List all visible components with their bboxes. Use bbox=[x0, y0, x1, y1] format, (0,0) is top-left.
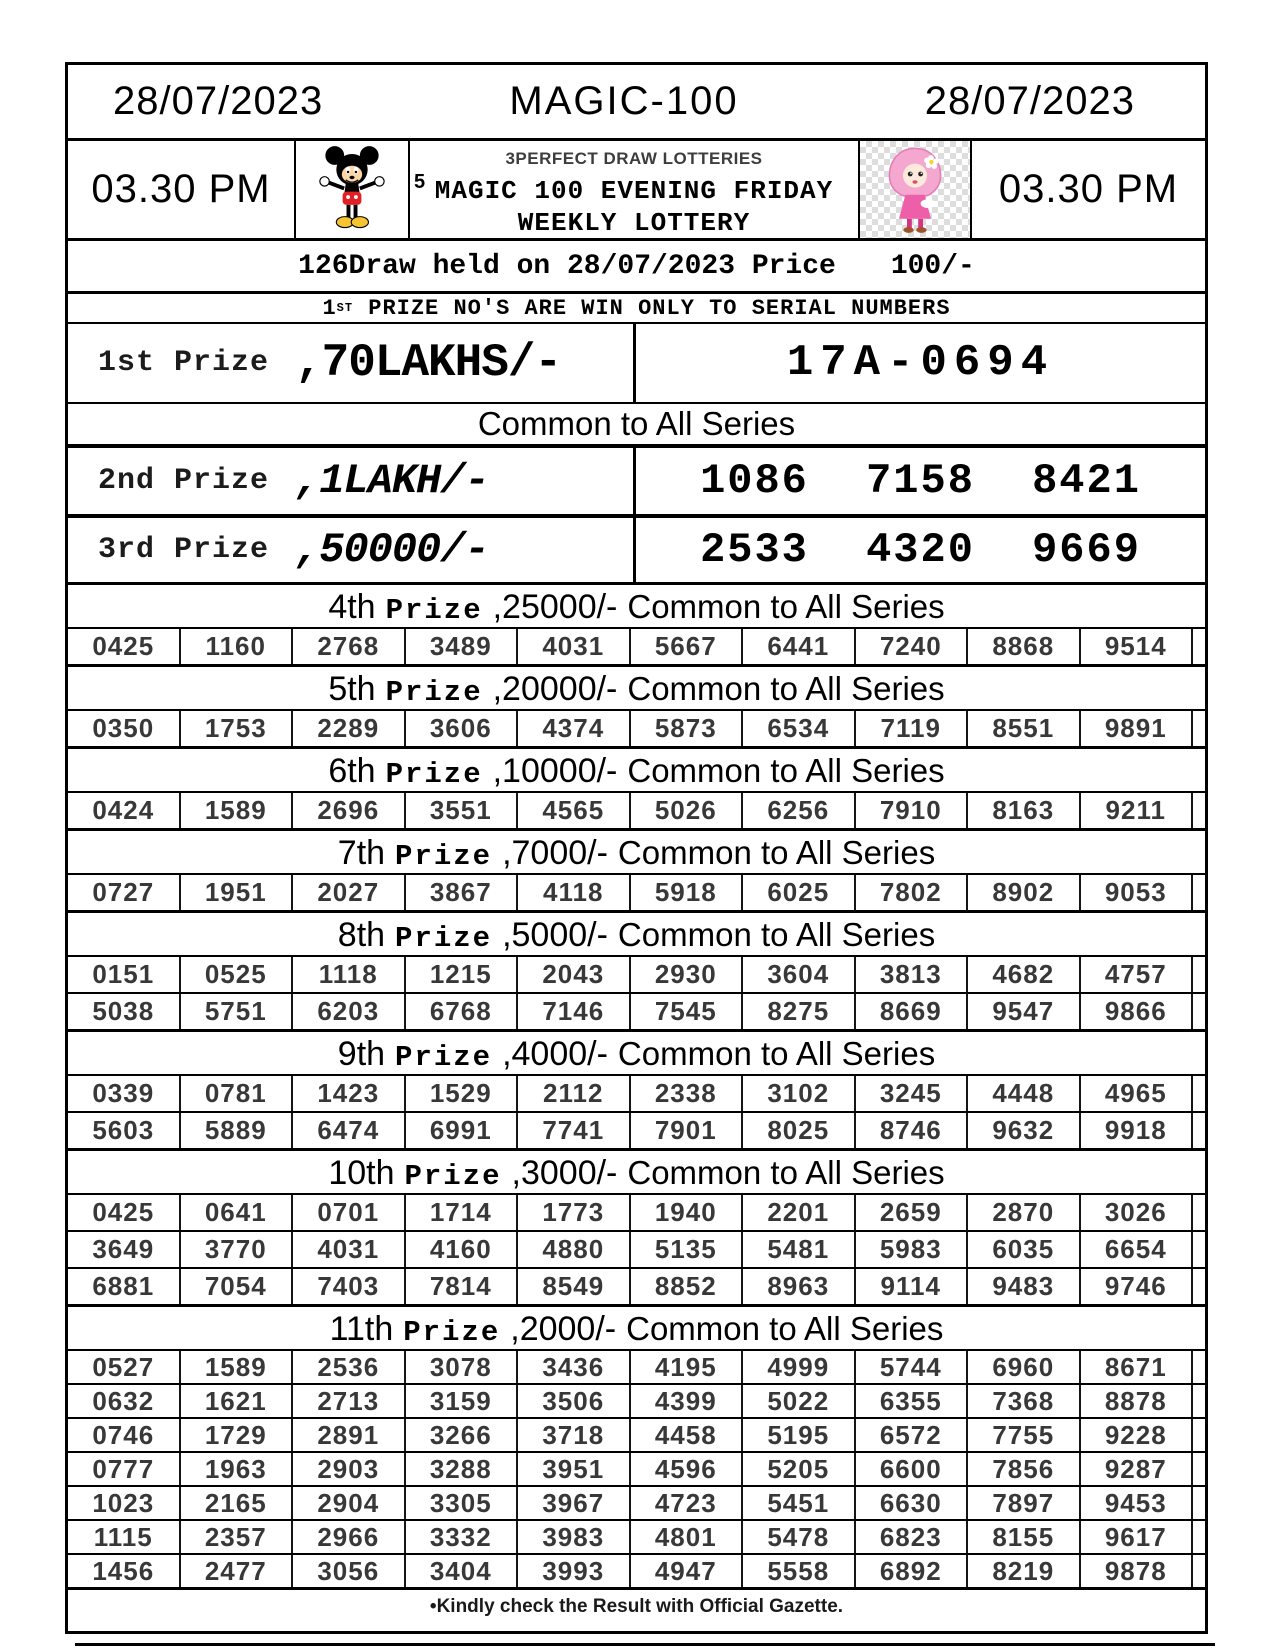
prize-number-cell: 2903 bbox=[293, 1453, 406, 1485]
third-prize-label-cell bbox=[68, 518, 636, 582]
prize-number-cell: 4947 bbox=[631, 1555, 744, 1587]
prize-number-cell: 3078 bbox=[406, 1351, 519, 1383]
prize-number-row bbox=[68, 791, 1205, 828]
prize-number-cell: 9547 bbox=[968, 994, 1081, 1029]
prize-number-cell: 0701 bbox=[293, 1195, 406, 1230]
prize-number-cell: 4118 bbox=[518, 875, 631, 910]
prize-common-note: Common to All Series bbox=[626, 1310, 944, 1347]
prize-number-cell: 5135 bbox=[631, 1232, 744, 1267]
prize-word: Prize bbox=[385, 676, 483, 709]
serial-note-text: PRIZE NO'S ARE WIN ONLY TO SERIAL NUMBERS bbox=[368, 295, 951, 321]
prize-number-cell: 6768 bbox=[406, 994, 519, 1029]
prize-number-cell: 1589 bbox=[181, 1351, 294, 1383]
prize-number-cell: 5667 bbox=[631, 629, 744, 664]
prize-section-header bbox=[68, 1029, 1205, 1074]
prize-section-header bbox=[68, 1148, 1205, 1193]
prize-number-cell: 0777 bbox=[68, 1453, 181, 1485]
prize-number-cell: 6441 bbox=[743, 629, 856, 664]
prize-section bbox=[68, 582, 1205, 664]
prize-section-header bbox=[68, 664, 1205, 709]
prize-number-cell: 4965 bbox=[1081, 1076, 1194, 1111]
prize-number-cell: 3951 bbox=[518, 1453, 631, 1485]
hijab-girl-drawing bbox=[865, 142, 965, 238]
prize-word: Prize bbox=[385, 758, 483, 791]
prize-number-cell: 4399 bbox=[631, 1385, 744, 1417]
prize-number-cell: 2043 bbox=[518, 957, 631, 992]
prize-rank: 4th bbox=[328, 588, 376, 626]
prize-rank: 11th bbox=[329, 1310, 394, 1348]
prize-number-cell: 3506 bbox=[518, 1385, 631, 1417]
prize-amount: ,2000/- bbox=[510, 1310, 617, 1348]
prize-number-row bbox=[68, 1267, 1205, 1304]
first-prize-number: 17A-0694 bbox=[786, 338, 1055, 388]
prize-number-cell: 4031 bbox=[293, 1232, 406, 1267]
draw-time-left: 03.30 PM bbox=[91, 167, 271, 211]
prize-number-cell: 9514 bbox=[1081, 629, 1194, 664]
prize-number-cell: 5603 bbox=[68, 1113, 181, 1148]
prize-number-cell: 4374 bbox=[518, 711, 631, 746]
prize-number-cell: 5918 bbox=[631, 875, 744, 910]
prize-number-cell: 7910 bbox=[856, 793, 969, 828]
prize-number-cell: 4723 bbox=[631, 1487, 744, 1519]
prize-number-cell: 0641 bbox=[181, 1195, 294, 1230]
prize-number-cell: 0781 bbox=[181, 1076, 294, 1111]
common-series-note: Common to All Series bbox=[68, 402, 1205, 444]
prize-number-cell: 6025 bbox=[743, 875, 856, 910]
prize-number-cell: 8163 bbox=[968, 793, 1081, 828]
prize-number-cell: 0525 bbox=[181, 957, 294, 992]
prize-section bbox=[68, 828, 1205, 910]
prize-word: Prize bbox=[385, 594, 483, 627]
prize-number-cell: 2338 bbox=[631, 1076, 744, 1111]
prize-number-cell: 3404 bbox=[406, 1555, 519, 1587]
page-title: MAGIC-100 bbox=[509, 79, 739, 123]
prize-common-note: Common to All Series bbox=[627, 752, 945, 789]
lottery-banner-row bbox=[68, 138, 1205, 238]
prize-number-cell: 6823 bbox=[856, 1521, 969, 1553]
prize-number-row bbox=[68, 1451, 1205, 1485]
prize-number-cell: 6630 bbox=[856, 1487, 969, 1519]
prize-number-cell: 5026 bbox=[631, 793, 744, 828]
prize-number-cell: 1456 bbox=[68, 1555, 181, 1587]
prize-number-cell: 5038 bbox=[68, 994, 181, 1029]
prize-number-cell: 5983 bbox=[856, 1232, 969, 1267]
prize-number-cell: 9866 bbox=[1081, 994, 1194, 1029]
prize-number-cell: 3026 bbox=[1081, 1195, 1194, 1230]
prize-number-cell: 4682 bbox=[968, 957, 1081, 992]
prize-number-row bbox=[68, 627, 1205, 664]
prize-number-row bbox=[68, 1349, 1205, 1383]
prize-number-cell: 1963 bbox=[181, 1453, 294, 1485]
prize-number-cell: 2659 bbox=[856, 1195, 969, 1230]
prize-section bbox=[68, 746, 1205, 828]
prize-number-row bbox=[68, 955, 1205, 992]
lottery-agency-name: 3PERFECT DRAW LOTTERIES bbox=[505, 149, 763, 168]
prize-number-cell: 4999 bbox=[743, 1351, 856, 1383]
prize-number-cell: 7119 bbox=[856, 711, 969, 746]
prize-number-cell: 3159 bbox=[406, 1385, 519, 1417]
prize-number-row bbox=[68, 1417, 1205, 1451]
prize-number-cell: 4757 bbox=[1081, 957, 1194, 992]
prize-number-cell: 9483 bbox=[968, 1269, 1081, 1304]
prize-number-cell: 9453 bbox=[1081, 1487, 1194, 1519]
prize-number-row bbox=[68, 992, 1205, 1029]
prize-number-cell: 4195 bbox=[631, 1351, 744, 1383]
prize-number-cell: 7240 bbox=[856, 629, 969, 664]
prize-number-cell: 6654 bbox=[1081, 1232, 1194, 1267]
prize-number-cell: 4031 bbox=[518, 629, 631, 664]
prize-number-cell: 6572 bbox=[856, 1419, 969, 1451]
prize-number-cell: 3867 bbox=[406, 875, 519, 910]
prize-number-cell: 4880 bbox=[518, 1232, 631, 1267]
prize-number-cell: 7545 bbox=[631, 994, 744, 1029]
prize-rank: 6th bbox=[328, 752, 376, 790]
prize-number-cell: 7802 bbox=[856, 875, 969, 910]
prize-number-cell: 4565 bbox=[518, 793, 631, 828]
prize-number-cell: 8669 bbox=[856, 994, 969, 1029]
second-prize-label-cell bbox=[68, 448, 636, 514]
prize-number-cell: 1160 bbox=[181, 629, 294, 664]
prize-number-cell: 3770 bbox=[181, 1232, 294, 1267]
mickey-badge-number: 5 bbox=[414, 171, 426, 193]
prize-section-header bbox=[68, 1304, 1205, 1349]
prize-number-row bbox=[68, 1553, 1205, 1587]
prize-number-cell: 1023 bbox=[68, 1487, 181, 1519]
prize-number-cell: 9211 bbox=[1081, 793, 1194, 828]
prize-number-cell: 2696 bbox=[293, 793, 406, 828]
prize-number-cell: 0424 bbox=[68, 793, 181, 828]
prize-number-cell: 5195 bbox=[743, 1419, 856, 1451]
prize-number-cell: 3983 bbox=[518, 1521, 631, 1553]
serial-note bbox=[68, 291, 1205, 322]
prize-number-cell: 9617 bbox=[1081, 1521, 1194, 1553]
prize-number-cell: 5022 bbox=[743, 1385, 856, 1417]
prize-number-cell: 9287 bbox=[1081, 1453, 1194, 1485]
second-prize-row bbox=[68, 444, 1205, 514]
prize-number-row bbox=[68, 1519, 1205, 1553]
prize-common-note: Common to All Series bbox=[617, 1035, 936, 1072]
prize-number-row bbox=[68, 1193, 1205, 1230]
prize-number-row bbox=[68, 709, 1205, 746]
prize-section bbox=[68, 664, 1205, 746]
prize-number-cell: 3266 bbox=[406, 1419, 519, 1451]
prize-number-cell: 7146 bbox=[518, 994, 631, 1029]
third-prize-numbers: 2533 4320 9669 bbox=[700, 526, 1141, 574]
prize-number-cell: 3993 bbox=[518, 1555, 631, 1587]
prize-amount: ,20000/- bbox=[492, 670, 618, 708]
prize-number-cell: 9228 bbox=[1081, 1419, 1194, 1451]
prize-number-cell: 8551 bbox=[968, 711, 1081, 746]
draw-info-text: 126Draw held on 28/07/2023 Price bbox=[298, 250, 836, 282]
prize-number-cell: 2966 bbox=[293, 1521, 406, 1553]
prize-word: Prize bbox=[404, 1160, 502, 1193]
prize-number-cell: 2870 bbox=[968, 1195, 1081, 1230]
prize-number-cell: 2536 bbox=[293, 1351, 406, 1383]
prize-number-cell: 7897 bbox=[968, 1487, 1081, 1519]
prize-number-cell: 3056 bbox=[293, 1555, 406, 1587]
prize-number-row bbox=[68, 1074, 1205, 1111]
second-prize-amount: ,1LAKH/- bbox=[295, 457, 489, 505]
prize-number-cell: 3332 bbox=[406, 1521, 519, 1553]
mickey-mouse-icon bbox=[294, 141, 410, 238]
prize-number-cell: 1714 bbox=[406, 1195, 519, 1230]
prize-number-cell: 1773 bbox=[518, 1195, 631, 1230]
prize-number-cell: 9053 bbox=[1081, 875, 1194, 910]
prize-number-cell: 7741 bbox=[518, 1113, 631, 1148]
prize-number-cell: 6991 bbox=[406, 1113, 519, 1148]
prize-number-cell: 1118 bbox=[293, 957, 406, 992]
draw-time-right: 03.30 PM bbox=[998, 167, 1179, 211]
prize-number-cell: 1215 bbox=[406, 957, 519, 992]
header-date-right: 28/07/2023 bbox=[924, 79, 1135, 123]
prize-number-cell: 8671 bbox=[1081, 1351, 1194, 1383]
ticket-price: 100/- bbox=[890, 250, 975, 282]
prize-number-cell: 5889 bbox=[181, 1113, 294, 1148]
prize-number-cell: 3604 bbox=[743, 957, 856, 992]
prize-number-cell: 9632 bbox=[968, 1113, 1081, 1148]
prize-number-cell: 4596 bbox=[631, 1453, 744, 1485]
prize-number-cell: 2289 bbox=[293, 711, 406, 746]
prize-amount: ,10000/- bbox=[492, 752, 618, 790]
prize-number-cell: 7856 bbox=[968, 1453, 1081, 1485]
prize-rank: 10th bbox=[328, 1154, 395, 1192]
lottery-result-sheet bbox=[65, 62, 1208, 1634]
prize-number-row bbox=[68, 1230, 1205, 1267]
prize-number-cell: 0425 bbox=[68, 1195, 181, 1230]
prize-section bbox=[68, 910, 1205, 1029]
prize-number-cell: 2713 bbox=[293, 1385, 406, 1417]
prize-number-cell: 3551 bbox=[406, 793, 519, 828]
prize-rank: 8th bbox=[337, 916, 386, 954]
prize-number-cell: 0746 bbox=[68, 1419, 181, 1451]
second-prize-numbers: 1086 7158 8421 bbox=[700, 457, 1141, 505]
serial-note-number: 1 bbox=[322, 295, 337, 321]
prize-sections bbox=[68, 582, 1205, 1587]
prize-number-cell: 8852 bbox=[631, 1269, 744, 1304]
prize-number-cell: 8549 bbox=[518, 1269, 631, 1304]
prize-section-header bbox=[68, 828, 1205, 873]
prize-word: Prize bbox=[395, 1041, 493, 1074]
prize-rank: 9th bbox=[337, 1035, 386, 1073]
prize-number-row bbox=[68, 873, 1205, 910]
prize-amount: ,4000/- bbox=[502, 1035, 608, 1073]
prize-number-cell: 2891 bbox=[293, 1419, 406, 1451]
prize-number-cell: 7755 bbox=[968, 1419, 1081, 1451]
prize-section-header bbox=[68, 910, 1205, 955]
prize-section bbox=[68, 1304, 1205, 1587]
prize-number-cell: 0632 bbox=[68, 1385, 181, 1417]
prize-number-cell: 8963 bbox=[743, 1269, 856, 1304]
prize-common-note: Common to All Series bbox=[627, 670, 945, 707]
serial-note-superscript: ST bbox=[336, 301, 354, 315]
prize-word: Prize bbox=[395, 922, 493, 955]
first-prize-label: 1st Prize bbox=[98, 346, 270, 380]
bottom-rule bbox=[75, 1643, 1215, 1646]
prize-amount: ,7000/- bbox=[502, 834, 608, 872]
prize-number-cell: 1115 bbox=[68, 1521, 181, 1553]
prize-section bbox=[68, 1148, 1205, 1304]
prize-number-cell: 2768 bbox=[293, 629, 406, 664]
prize-number-cell: 6355 bbox=[856, 1385, 969, 1417]
lottery-name-line1: MAGIC 100 EVENING FRIDAY bbox=[434, 176, 834, 206]
prize-number-cell: 7054 bbox=[181, 1269, 294, 1304]
prize-number-cell: 1529 bbox=[406, 1076, 519, 1111]
prize-number-row bbox=[68, 1485, 1205, 1519]
prize-number-row bbox=[68, 1383, 1205, 1417]
prize-number-cell: 3436 bbox=[518, 1351, 631, 1383]
prize-number-cell: 5205 bbox=[743, 1453, 856, 1485]
prize-common-note: Common to All Series bbox=[627, 588, 945, 625]
prize-number-cell: 5744 bbox=[856, 1351, 969, 1383]
prize-number-cell: 1940 bbox=[631, 1195, 744, 1230]
prize-number-cell: 5451 bbox=[743, 1487, 856, 1519]
prize-number-cell: 2201 bbox=[743, 1195, 856, 1230]
prize-number-cell: 7901 bbox=[631, 1113, 744, 1148]
first-prize-row bbox=[68, 322, 1205, 402]
prize-amount: ,25000/- bbox=[492, 588, 618, 626]
prize-number-cell: 1589 bbox=[181, 793, 294, 828]
prize-number-cell: 3288 bbox=[406, 1453, 519, 1485]
prize-number-cell: 3967 bbox=[518, 1487, 631, 1519]
prize-amount: ,5000/- bbox=[502, 916, 608, 954]
prize-number-cell: 0527 bbox=[68, 1351, 181, 1383]
footer-note: •Kindly check the Result with Official Gazette. bbox=[68, 1587, 1205, 1631]
prize-number-cell: 0350 bbox=[68, 711, 181, 746]
prize-number-cell: 6600 bbox=[856, 1453, 969, 1485]
prize-number-cell: 3245 bbox=[856, 1076, 969, 1111]
prize-number-cell: 7814 bbox=[406, 1269, 519, 1304]
prize-number-cell: 8902 bbox=[968, 875, 1081, 910]
prize-number-cell: 4448 bbox=[968, 1076, 1081, 1111]
prize-number-cell: 2357 bbox=[181, 1521, 294, 1553]
prize-number-cell: 6892 bbox=[856, 1555, 969, 1587]
prize-number-cell: 1621 bbox=[181, 1385, 294, 1417]
prize-number-cell: 9746 bbox=[1081, 1269, 1194, 1304]
prize-number-row bbox=[68, 1111, 1205, 1148]
prize-number-cell: 6203 bbox=[293, 994, 406, 1029]
prize-number-cell: 5481 bbox=[743, 1232, 856, 1267]
prize-number-cell: 0425 bbox=[68, 629, 181, 664]
prize-number-cell: 9878 bbox=[1081, 1555, 1194, 1587]
third-prize-amount: ,50000/- bbox=[295, 526, 489, 574]
prize-number-cell: 0727 bbox=[68, 875, 181, 910]
prize-number-cell: 8878 bbox=[1081, 1385, 1194, 1417]
prize-number-cell: 8155 bbox=[968, 1521, 1081, 1553]
prize-number-cell: 5751 bbox=[181, 994, 294, 1029]
prize-word: Prize bbox=[395, 840, 493, 873]
prize-section-header bbox=[68, 582, 1205, 627]
prize-number-cell: 8868 bbox=[968, 629, 1081, 664]
prize-section-header bbox=[68, 746, 1205, 791]
prize-number-cell: 4160 bbox=[406, 1232, 519, 1267]
lottery-name-line2: WEEKLY LOTTERY bbox=[517, 207, 751, 238]
prize-number-cell: 5558 bbox=[743, 1555, 856, 1587]
prize-number-cell: 4801 bbox=[631, 1521, 744, 1553]
prize-number-cell: 7368 bbox=[968, 1385, 1081, 1417]
prize-number-cell: 2904 bbox=[293, 1487, 406, 1519]
prize-rank: 7th bbox=[337, 834, 386, 872]
prize-amount: ,3000/- bbox=[511, 1154, 618, 1192]
prize-number-cell: 2477 bbox=[181, 1555, 294, 1587]
prize-number-cell: 9891 bbox=[1081, 711, 1194, 746]
prize-number-cell: 3606 bbox=[406, 711, 519, 746]
prize-number-cell: 9114 bbox=[856, 1269, 969, 1304]
prize-number-cell: 6474 bbox=[293, 1113, 406, 1148]
prize-number-cell: 2930 bbox=[631, 957, 744, 992]
prize-number-cell: 2165 bbox=[181, 1487, 294, 1519]
hijab-girl-icon bbox=[858, 141, 972, 238]
first-prize-amount: ,70LAKHS/- bbox=[295, 337, 562, 389]
prize-number-cell: 1951 bbox=[181, 875, 294, 910]
prize-number-cell: 3305 bbox=[406, 1487, 519, 1519]
prize-common-note: Common to All Series bbox=[617, 834, 936, 871]
prize-number-cell: 3718 bbox=[518, 1419, 631, 1451]
header-date-left: 28/07/2023 bbox=[113, 79, 324, 123]
prize-word: Prize bbox=[403, 1316, 501, 1349]
lottery-title-block bbox=[410, 141, 858, 238]
prize-section bbox=[68, 1029, 1205, 1148]
prize-number-cell: 0151 bbox=[68, 957, 181, 992]
prize-number-cell: 6035 bbox=[968, 1232, 1081, 1267]
prize-number-cell: 4458 bbox=[631, 1419, 744, 1451]
prize-number-cell: 3489 bbox=[406, 629, 519, 664]
prize-number-cell: 2027 bbox=[293, 875, 406, 910]
prize-number-cell: 8219 bbox=[968, 1555, 1081, 1587]
prize-number-cell: 6960 bbox=[968, 1351, 1081, 1383]
third-prize-row bbox=[68, 514, 1205, 582]
prize-number-cell: 1423 bbox=[293, 1076, 406, 1111]
prize-number-cell: 6534 bbox=[743, 711, 856, 746]
prize-number-cell: 1729 bbox=[181, 1419, 294, 1451]
prize-common-note: Common to All Series bbox=[617, 916, 936, 953]
prize-number-cell: 9918 bbox=[1081, 1113, 1194, 1148]
prize-number-cell: 6881 bbox=[68, 1269, 181, 1304]
header-row bbox=[68, 65, 1205, 138]
prize-number-cell: 3102 bbox=[743, 1076, 856, 1111]
prize-number-cell: 5478 bbox=[743, 1521, 856, 1553]
draw-info-row bbox=[68, 238, 1205, 291]
third-prize-label: 3rd Prize bbox=[98, 533, 270, 567]
prize-number-cell: 5873 bbox=[631, 711, 744, 746]
first-prize-label-cell bbox=[68, 324, 636, 402]
prize-number-cell: 0339 bbox=[68, 1076, 181, 1111]
prize-number-cell: 3649 bbox=[68, 1232, 181, 1267]
prize-rank: 5th bbox=[328, 670, 376, 708]
prize-number-cell: 8746 bbox=[856, 1113, 969, 1148]
prize-number-cell: 8275 bbox=[743, 994, 856, 1029]
mickey-mouse-drawing bbox=[300, 143, 404, 237]
second-prize-label: 2nd Prize bbox=[98, 464, 270, 498]
prize-number-cell: 1753 bbox=[181, 711, 294, 746]
prize-number-cell: 2112 bbox=[518, 1076, 631, 1111]
prize-number-cell: 7403 bbox=[293, 1269, 406, 1304]
prize-number-cell: 8025 bbox=[743, 1113, 856, 1148]
prize-number-cell: 6256 bbox=[743, 793, 856, 828]
prize-number-cell: 3813 bbox=[856, 957, 969, 992]
prize-common-note: Common to All Series bbox=[627, 1154, 945, 1191]
